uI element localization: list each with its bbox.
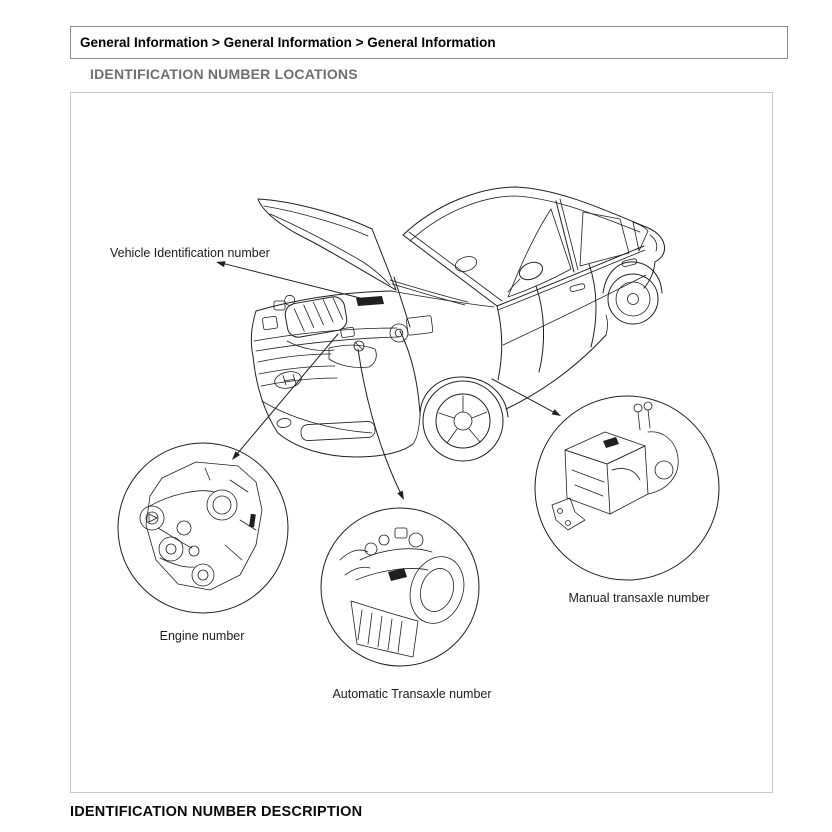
vin-label: Vehicle Identification number [110, 246, 270, 260]
section-title-identification-number-locations: IDENTIFICATION NUMBER LOCATIONS [90, 66, 358, 82]
manual-transaxle-number-plate [603, 437, 619, 448]
identification-number-diagram [71, 93, 772, 792]
manual-transaxle-number-label: Manual transaxle number [568, 591, 710, 605]
vin-plate [356, 296, 384, 306]
engine-number-label: Engine number [159, 629, 245, 643]
manual-transaxle-leader-arrow [492, 379, 561, 416]
front-grille-and-bumper [251, 291, 413, 457]
automatic-transaxle-inset-circle [321, 508, 479, 666]
car-illustration [251, 187, 664, 461]
trunk-and-rear [603, 227, 665, 324]
automatic-transaxle-number-label: Automatic Transaxle number [332, 687, 492, 701]
section-title-identification-number-description: IDENTIFICATION NUMBER DESCRIPTION [70, 804, 363, 820]
engine-inset-circle [118, 443, 288, 613]
figure-panel [70, 92, 773, 793]
manual-transaxle-inset-circle [535, 396, 719, 580]
engine-bay [262, 286, 433, 351]
engine-leader-arrow [232, 334, 338, 460]
breadcrumb[interactable]: General Information > General Information > General Information [70, 26, 788, 59]
automatic-transaxle-leader-arrow [358, 349, 404, 500]
vin-leader-arrow [216, 261, 368, 300]
engine-number-plate [249, 514, 256, 528]
roof-and-windshield [390, 187, 646, 307]
open-hood [258, 199, 410, 327]
